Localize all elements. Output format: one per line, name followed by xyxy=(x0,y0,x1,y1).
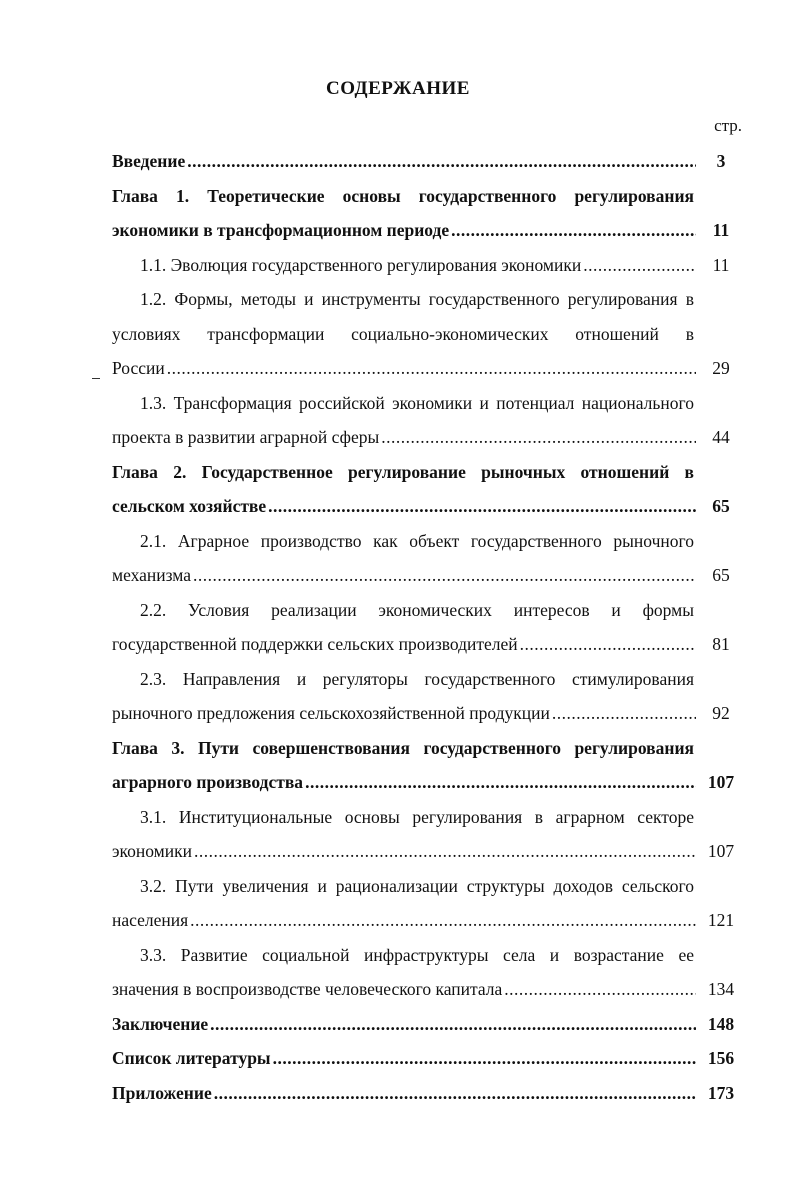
toc-entry-text: 1.3. Трансформация российской экономики и потенциал национального xyxy=(140,392,694,413)
page-title: СОДЕРЖАНИЕ xyxy=(326,78,470,99)
dot-leader xyxy=(193,558,696,593)
toc-entry-text: Список литературы xyxy=(112,1048,271,1068)
toc-entry-text: 3.1. Институциональные основы регулирования в аграрном секторе xyxy=(140,806,694,827)
dot-leader xyxy=(194,834,696,869)
toc-entry-1-2[interactable] xyxy=(112,282,742,386)
toc-page-number: 107 xyxy=(707,841,735,861)
toc-page-number: 3 xyxy=(716,151,726,171)
toc-entry-text: Заключение xyxy=(112,1013,209,1034)
toc-entry-text: механизма xyxy=(112,565,192,585)
toc-page-number: 121 xyxy=(707,910,735,930)
toc-entry-text: 2.2. Условия реализации экономических интересов и формы xyxy=(140,599,694,620)
toc-page-number: 81 xyxy=(712,634,730,654)
toc-entry-text: проекта в развитии аграрной сферы xyxy=(112,427,380,447)
dot-leader xyxy=(451,213,696,248)
toc-page-number: 65 xyxy=(712,565,730,585)
toc-entry-text: сельском хозяйстве xyxy=(112,496,267,516)
table-of-contents xyxy=(112,144,742,1110)
toc-entry-3-1[interactable] xyxy=(112,800,742,869)
toc-entry-text: 2.1. Аграрное производство как объект государственного рыночного xyxy=(140,530,694,551)
dot-leader xyxy=(210,1007,696,1042)
toc-entry-text: России xyxy=(112,358,165,378)
dot-leader xyxy=(381,420,696,455)
toc-entry-text: аграрного производства xyxy=(112,772,304,792)
toc-page-number: 92 xyxy=(712,703,730,723)
toc-entry-2-1[interactable] xyxy=(112,524,742,593)
toc-entry-text: значения в воспроизводстве человеческого капитала xyxy=(112,979,503,999)
toc-entry-2-3[interactable] xyxy=(112,662,742,731)
toc-entry-chapter-3[interactable] xyxy=(112,731,742,800)
toc-page-number: 65 xyxy=(712,496,730,516)
dot-leader xyxy=(552,696,696,731)
dot-leader xyxy=(273,1041,696,1076)
toc-entry-text: Приложение xyxy=(112,1082,212,1103)
toc-entry-text: населения xyxy=(112,910,189,930)
toc-entry-1-3[interactable] xyxy=(112,386,742,455)
toc-entry-text: рыночного предложения сельскохозяйственной продукции xyxy=(112,703,550,723)
toc-entry-chapter-2[interactable] xyxy=(112,455,742,524)
toc-page-number: 107 xyxy=(707,772,735,792)
toc-entry-text: экономики в трансформационном периоде xyxy=(112,220,450,240)
toc-entry-text: 3.3. Развитие социальной инфраструктуры села и возрастание ее xyxy=(140,944,694,965)
toc-entry-3-3[interactable] xyxy=(112,938,742,1007)
toc-page-number: 44 xyxy=(712,427,730,447)
toc-entry-text: Глава 3. Пути совершенствования государственного регулирования xyxy=(112,737,694,758)
toc-page-number: 173 xyxy=(707,1082,735,1103)
toc-entry-text: Глава 1. Теоретические основы государственного регулирования xyxy=(112,185,694,206)
toc-entry-text: экономики xyxy=(112,841,192,861)
toc-entry-chapter-1[interactable] xyxy=(112,179,742,248)
toc-entry-text: 3.2. Пути увеличения и рационализации структуры доходов сельского xyxy=(140,875,694,896)
toc-entry-text: 2.3. Направления и регуляторы государственного стимулирования xyxy=(140,668,694,689)
dot-leader xyxy=(520,627,696,662)
dot-leader xyxy=(268,489,696,524)
toc-entry-appendix[interactable] xyxy=(112,1076,742,1111)
dot-leader xyxy=(214,1076,696,1111)
page-column-label: стр. xyxy=(714,116,742,135)
toc-page-number: 148 xyxy=(707,1013,735,1034)
dot-leader xyxy=(305,765,696,800)
dot-leader xyxy=(504,972,696,1007)
dot-leader xyxy=(187,144,696,179)
toc-page-number: 11 xyxy=(712,220,730,240)
toc-entry-bibliography[interactable] xyxy=(112,1041,742,1076)
toc-page-number: 134 xyxy=(707,979,735,999)
dot-leader xyxy=(167,351,696,386)
toc-entry-text: Глава 2. Государственное регулирование рыночных отношений в xyxy=(112,461,694,482)
toc-entry-introduction[interactable] xyxy=(112,144,742,179)
toc-entry-text: условиях трансформации социально-экономических отношений в xyxy=(112,323,694,344)
toc-entry-3-2[interactable] xyxy=(112,869,742,938)
toc-entry-1-1[interactable] xyxy=(112,248,742,283)
toc-entry-text: Введение xyxy=(112,151,186,171)
dot-leader xyxy=(190,903,696,938)
toc-page-number: 11 xyxy=(712,254,730,275)
toc-entry-text: государственной поддержки сельских производителей xyxy=(112,634,518,654)
toc-entry-2-2[interactable] xyxy=(112,593,742,662)
margin-mark xyxy=(92,378,100,379)
toc-entry-text: 1.2. Формы, методы и инструменты государственного регулирования в xyxy=(140,289,694,309)
toc-entry-text: 1.1. Эволюция государственного регулирования экономики xyxy=(140,254,582,275)
toc-page-number: 29 xyxy=(712,358,730,378)
toc-entry-conclusion[interactable] xyxy=(112,1007,742,1042)
dot-leader xyxy=(583,248,696,283)
toc-page-number: 156 xyxy=(707,1048,735,1068)
